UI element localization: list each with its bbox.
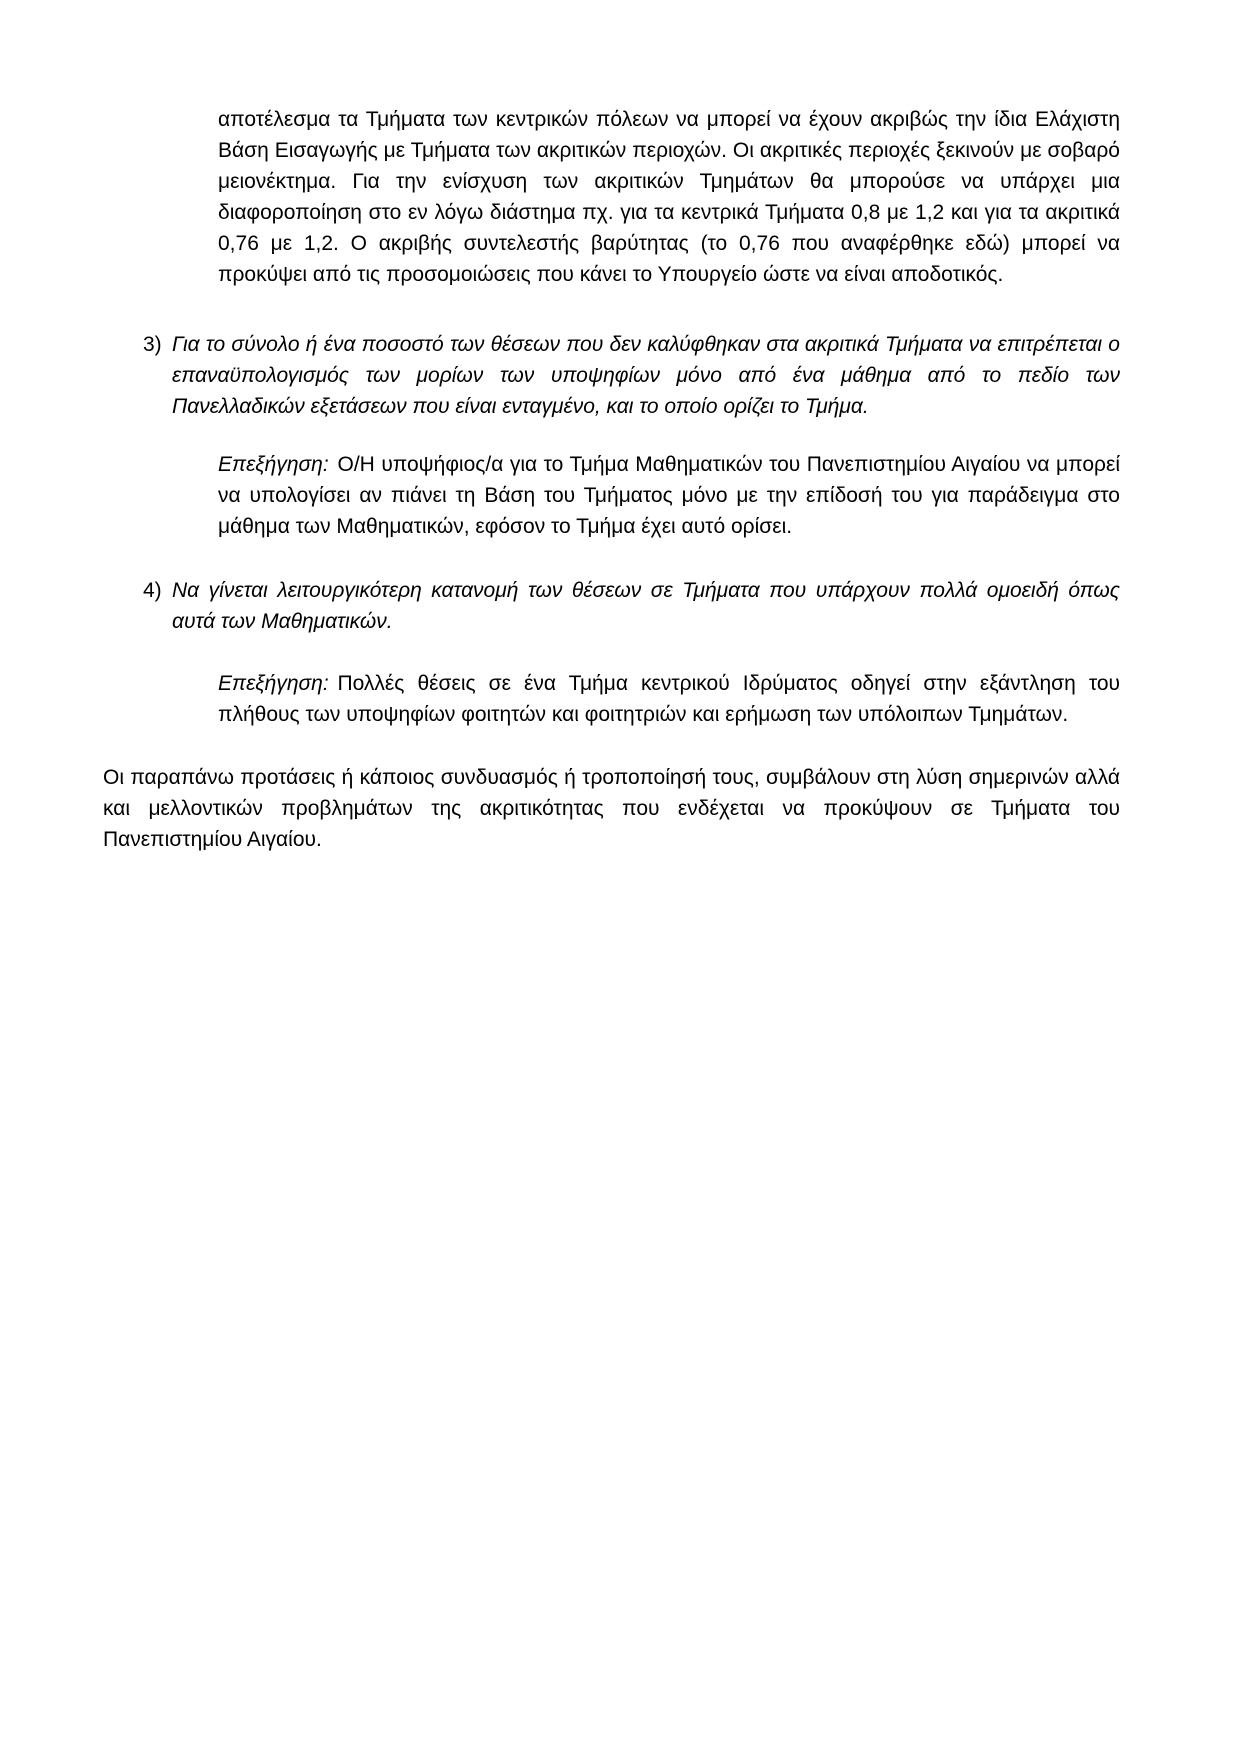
explanation-4-text: Πολλές θέσεις σε ένα Τμήμα κεντρικού Ιδρύματος οδηγεί στην εξάντληση του πλήθους των υποψηφίων φοιτητών και φοιτητριών και ερήμωση των υπόλοιπων Τμημάτων. xyxy=(218,672,1120,726)
document-content xyxy=(103,0,1120,855)
list-item-3-proposal: Για το σύνολο ή ένα ποσοστό των θέσεων που δεν καλύφθηκαν στα ακριτικά Τμήματα να επιτρέπεται ο επαναϋπολογισμός των μορίων των υποψηφίων μόνο από ένα μάθημα από το πεδίο των Πανελλαδικών εξετάσεων που είναι ενταγμένο, και το οποίο ορίζει το Τμήμα. xyxy=(172,333,1120,418)
explanation-3-label: Επεξήγηση: xyxy=(218,453,329,476)
explanation-3 xyxy=(218,449,1120,542)
intro-paragraph: αποτέλεσμα τα Τμήματα των κεντρικών πόλεων να μπορεί να έχουν ακριβώς την ίδια Ελάχιστη Βάση Εισαγωγής με Τμήματα των ακριτικών περιοχών. Οι ακριτικές περιοχές ξεκινούν με σοβαρό μειονέκτημα. Για την ενίσχυση των ακριτικών Τμημάτων θα μπορούσε να υπάρχει μια διαφοροποίηση στο εν λόγω διάστημα πχ. για τα κεντρικά Τμήματα 0,8 με 1,2 και για τα ακριτικά 0,76 με 1,2. Ο ακριβής συντελεστής βαρύτητας (το 0,76 που αναφέρθηκε εδώ) μπορεί να προκύψει από τις προσομοιώσεις που κάνει το Υπουργείο ώστε να είναι αποδοτικός. xyxy=(218,108,1120,286)
explanation-4-label: Επεξήγηση: xyxy=(218,672,329,695)
explanation-3-text: Ο/Η υποψήφιος/α για το Τμήμα Μαθηματικών του Πανεπιστημίου Αιγαίου να μπορεί να υπολογίσει αν πιάνει τη Βάση του Τμήματος μόνο με την επίδοσή του για παράδειγμα στο μάθημα των Μαθηματικών, εφόσον το Τμήμα έχει αυτό ορίσει. xyxy=(218,453,1120,538)
explanation-4 xyxy=(218,668,1120,730)
list-item-3-number: 3) xyxy=(143,333,162,356)
closing-paragraph: Οι παραπάνω προτάσεις ή κάποιος συνδυασμός ή τροποποίησή τους, συμβάλουν στη λύση σημερινών αλλά και μελλοντικών προβλημάτων της ακριτικότητας που ενδέχεται να προκύψουν σε Τμήματα του Πανεπιστημίου Αιγαίου. xyxy=(103,766,1120,851)
list-item-4-proposal: Να γίνεται λειτουργικότερη κατανομή των θέσεων σε Τμήματα που υπάρχουν πολλά ομοειδή όπως αυτά των Μαθηματικών. xyxy=(172,579,1120,633)
list-item-4 xyxy=(103,575,1120,637)
list-item-3 xyxy=(103,329,1120,422)
list-item-4-number: 4) xyxy=(143,579,162,602)
